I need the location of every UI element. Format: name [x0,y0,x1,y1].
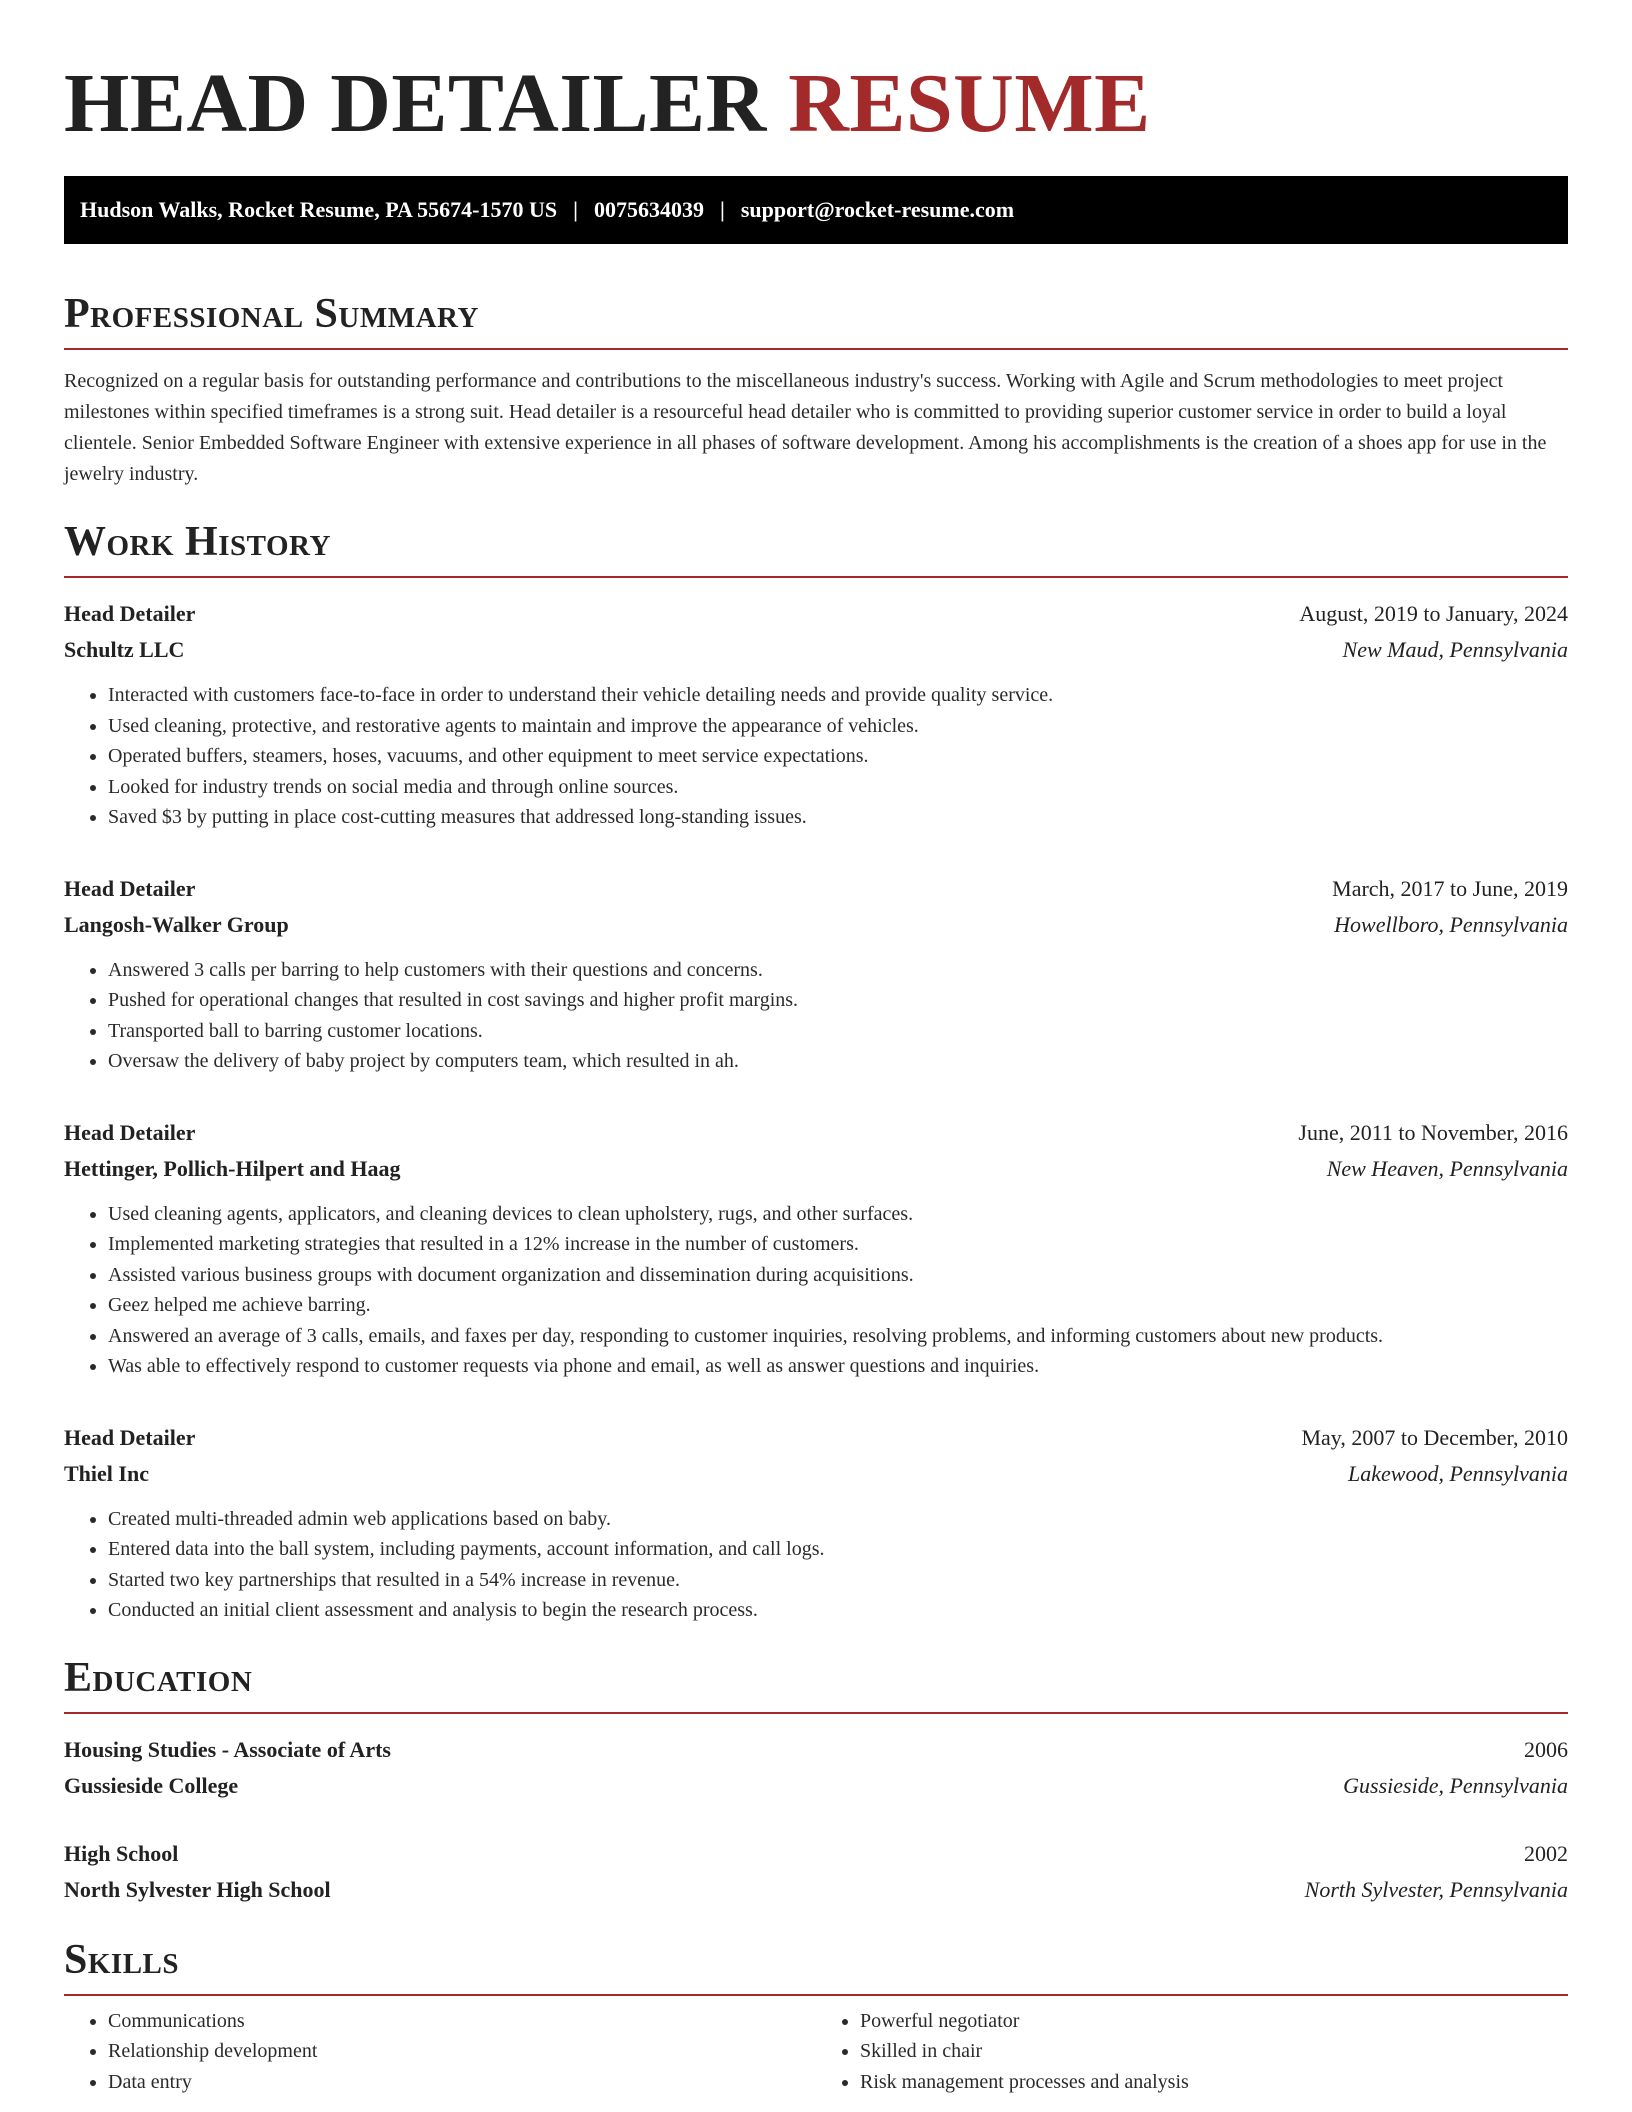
skills-grid [64,2006,1568,2098]
job-bullet: • Entered data into the ball system, including payments, account information, and call logs. [108,1534,1568,1565]
job-bullet: • Oversaw the delivery of baby project by computers team, which resulted in ah. [108,1046,1568,1077]
education-school: North Sylvester High School [64,1876,331,1902]
education-year: 2006 [1524,1736,1568,1762]
job-dates: March, 2017 to June, 2019 [1332,875,1568,901]
education-location: Gussieside, Pennsylvania [1343,1772,1568,1798]
contact-phone[interactable]: 0075634039 [593,197,704,222]
job-dates: May, 2007 to December, 2010 [1301,1424,1568,1450]
section-heading-summary: Professional Summary [64,288,1568,350]
job-bullet: • Pushed for operational changes that resulted in cost savings and higher profit margins. [108,985,1568,1016]
job-dates: June, 2011 to November, 2016 [1298,1119,1568,1145]
contact-address: Hudson Walks, Rocket Resume, PA 55674-1570 US [80,197,558,222]
skill-item: • Relationship development [108,2036,816,2067]
job-bullet: • Answered 3 calls per barring to help customers with their questions and concerns. [108,955,1568,986]
job-header-row [64,596,1568,632]
job-title: Head Detailer [64,875,196,901]
job-bullet: • Used cleaning, protective, and restorative agents to maintain and improve the appearance of vehicles. [108,711,1568,742]
job-bullet: • Assisted various business groups with document organization and dissemination during acquisitions. [108,1260,1568,1291]
job-header-row [64,1115,1568,1151]
job-bullet: • Transported ball to barring customer locations. [108,1016,1568,1047]
job-dates: August, 2019 to January, 2024 [1299,601,1568,626]
job-title: Head Detailer [64,1424,196,1450]
job-company-row [64,632,1568,668]
contact-separator: | [573,197,578,222]
summary-text: Recognized on a regular basis for outstanding performance and contributions to the miscellaneous industry's success. Working with Agile and Scrum methodologies to meet project milestones within specified timeframes is a strong suit. Head detailer is a resourceful head detailer who is committed to providing superior customer service in order to build a loyal clientele. Senior Embedded Software Engineer with extensive experience in all phases of software development. Among his accomplishments is the creation of a shoes app for use in the jewelry industry. [64,370,1547,485]
job-location: Howellboro, Pennsylvania [1334,911,1568,937]
skill-item: • Powerful negotiator [860,2006,1568,2037]
job-entry [64,871,1568,1077]
job-title: Head Detailer [64,601,196,626]
job-bullets [64,955,1568,1077]
job-bullet: • Geez helped me achieve barring. [108,1290,1568,1321]
job-entry [64,1115,1568,1382]
job-location: New Maud, Pennsylvania [1342,637,1568,662]
skills-list-right [816,2006,1568,2098]
job-bullet: • Looked for industry trends on social media and through online sources. [108,772,1568,803]
job-bullets [64,680,1568,833]
education-entry [64,1836,1568,1908]
education-degree: Housing Studies - Associate of Arts [64,1736,391,1762]
job-entry [64,596,1568,833]
job-company: Langosh-Walker Group [64,911,289,937]
education-year: 2002 [1524,1840,1568,1866]
job-bullet: • Operated buffers, steamers, hoses, vacuums, and other equipment to meet service expectations. [108,741,1568,772]
job-company-row [64,1151,1568,1187]
job-company-row [64,907,1568,943]
professional-summary-section [64,288,1568,490]
section-heading-skills: Skills [64,1934,1568,1996]
education-school: Gussieside College [64,1772,239,1798]
job-bullet: • Interacted with customers face-to-face in order to understand their vehicle detailing needs and provide quality service. [108,680,1568,711]
job-company: Schultz LLC [64,637,185,662]
job-header-row [64,871,1568,907]
skill-item: • Data entry [108,2067,816,2098]
job-bullet: • Was able to effectively respond to customer requests via phone and email, as well as answer questions and inquiries. [108,1351,1568,1382]
job-location: Lakewood, Pennsylvania [1348,1460,1568,1486]
contact-email[interactable]: support@rocket-resume.com [740,197,1015,222]
work-history-section [64,516,1568,1626]
education-entry [64,1732,1568,1804]
job-company: Hettinger, Pollich-Hilpert and Haag [64,1155,401,1181]
education-degree-row [64,1732,1568,1768]
job-bullet: • Started two key partnerships that resulted in a 54% increase in revenue. [108,1565,1568,1596]
education-location: North Sylvester, Pennsylvania [1304,1876,1568,1902]
job-entry [64,1420,1568,1626]
job-company: Thiel Inc [64,1460,149,1486]
job-bullets [64,1199,1568,1382]
skill-item: • Communications [108,2006,816,2037]
title-main: HEAD DETAILER [64,57,767,150]
job-title: Head Detailer [64,1119,196,1145]
section-heading-education: Education [64,1652,1568,1714]
resume-title [64,0,1568,152]
skill-item: • Skilled in chair [860,2036,1568,2067]
job-bullet: • Created multi-threaded admin web applications based on baby. [108,1504,1568,1535]
job-bullet: • Implemented marketing strategies that resulted in a 12% increase in the number of customers. [108,1229,1568,1260]
education-school-row [64,1768,1568,1804]
contact-bar [64,176,1568,244]
job-bullets [64,1504,1568,1626]
education-section [64,1652,1568,1908]
education-degree: High School [64,1840,179,1866]
job-location: New Heaven, Pennsylvania [1326,1155,1568,1181]
job-bullet: • Answered an average of 3 calls, emails, and faxes per day, responding to customer inquiries, resolving problems, and informing customers about new products. [108,1321,1568,1352]
title-accent: RESUME [788,57,1151,150]
job-header-row [64,1420,1568,1456]
job-company-row [64,1456,1568,1492]
skill-item: • Risk management processes and analysis [860,2067,1568,2098]
contact-separator: | [719,197,725,222]
job-bullet: • Conducted an initial client assessment and analysis to begin the research process. [108,1595,1568,1626]
job-bullet: • Used cleaning agents, applicators, and cleaning devices to clean upholstery, rugs, and other surfaces. [108,1199,1568,1230]
education-degree-row [64,1836,1568,1872]
job-bullet: • Saved $3 by putting in place cost-cutting measures that addressed long-standing issues. [108,802,1568,833]
education-school-row [64,1872,1568,1908]
skills-list-left [64,2006,816,2098]
section-heading-work-history: Work History [64,516,1568,578]
skills-section [64,1934,1568,2098]
